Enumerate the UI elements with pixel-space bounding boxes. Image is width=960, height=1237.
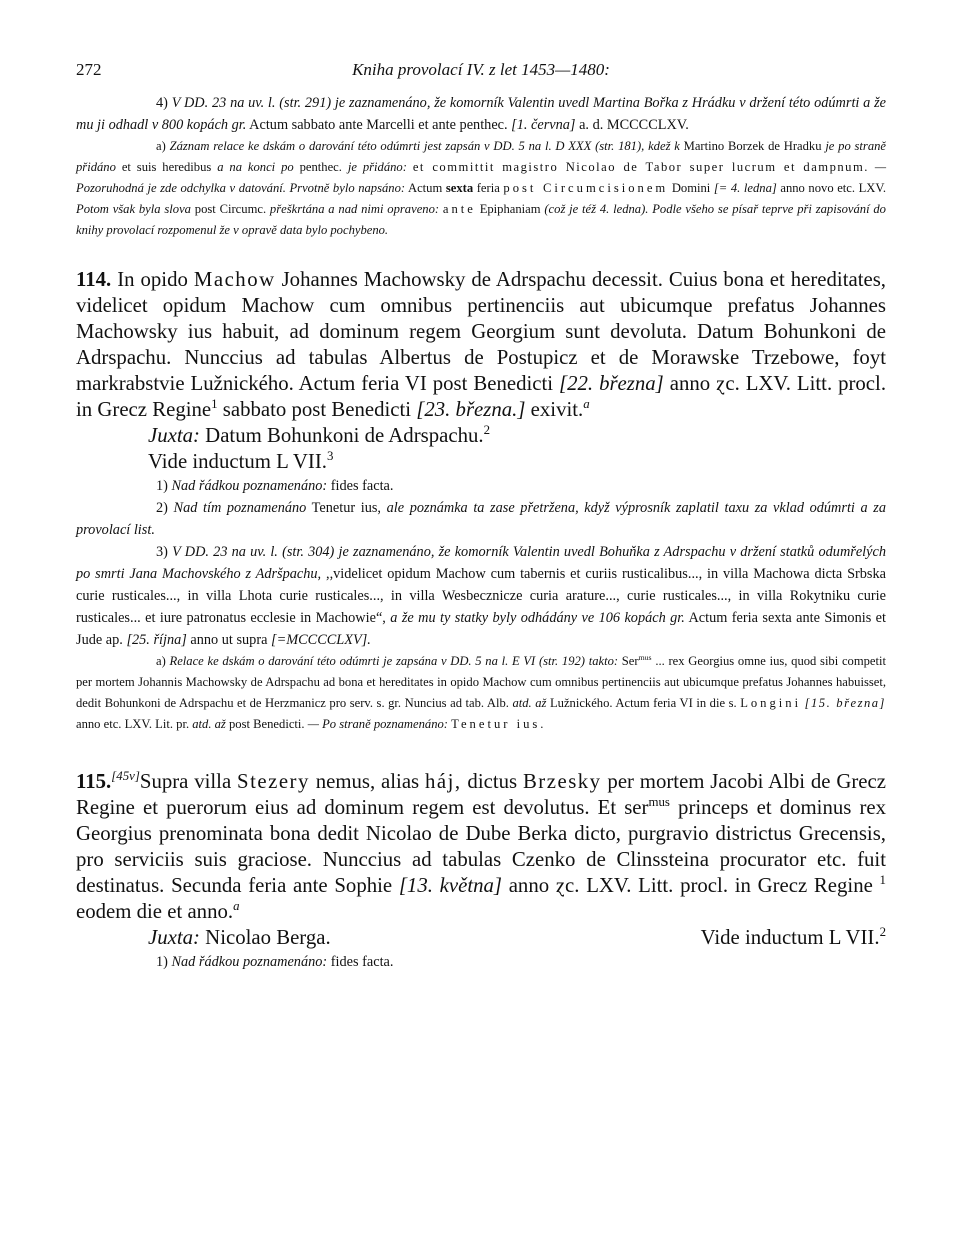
running-title: Kniha provolací IV. z let 1453—1480: <box>352 60 610 79</box>
footnote-114-1: 1) Nad řádkou poznamenáno: fides facta. <box>156 478 394 494</box>
juxta-line: Juxta: Nicolao Berga. <box>148 926 331 949</box>
vide-line: Vide inductum L VII.$^3$ <box>148 449 334 473</box>
footnote-114-a: a) Relace ke dskám o darování této odúmrti je zapsána v DD. 5 na l. E VI (str. 192) takto: Ser$^{mus}$ ... rex Georgius omne ius, quod sibi competit per mortem Johannis Machowsky de Adrspachu ad bona et hereditates in opido Machow cum omnibus pertinenciis aut ubicumque prefatus Johannes habuisset, dedit Bohunkoni de Adrspachu et de Herzmanicz pro serv. s. gr. Nuncius ad tab. Alb. atd. až Lužnického. Actum feria VI in die s. Longini [15. března] anno etc. LXV. Lit. pr. atd. až post Benedicti. — Po straně poznamenáno: Tenetur ius. <box>76 652 887 731</box>
spacer <box>76 735 886 769</box>
page-number: 272 <box>76 60 102 79</box>
page-header <box>76 60 886 90</box>
entry-number: 115. <box>76 770 112 793</box>
footnote-4: 4) V DD. 23 na uv. l. (str. 291) je zaznamenáno, že komorník Valentin uvedl Martina Bořka z Hrádku v držení této odúmrti a že mu ji odhadl v 800 kopách gr. Actum sabbato ante Marcelli et ante penthec. [1. června] a. d. MCCCCLXV. <box>76 95 887 133</box>
entry-114: 114. In opido Machow Johannes Machowsky de Adrspachu decessit. Cuius bona et hereditates, videlicet opidum Machow cum omnibus pertinenciis aut ubicumque prefatus Johannes Machowsky ius habuit, ad dominum regem Georgium sunt devoluta. Datum Bohunkoni de Adrspachu. Nunccius ad tabulas Albertus de Postupicz et de Morawske Trzebowe, foyt markrabstvie Lužnického. Actum feria VI post Benedicti [22. března] anno ɀc. LXV. Litt. procl. in Grecz Regine$^1$ sabbato post Benedicti [23. března.] exivit.$^a$ <box>76 268 887 421</box>
page <box>76 60 886 973</box>
footnote-a: a) Záznam relace ke dskám o darování této odúmrti jest zapsán v DD. 5 na l. D XXX (str. 181), kdež k Martino Borzek de Hradku je po straně přidáno et suis heredibus a na konci po penthec. je přidáno: et committit magistro Nicolao de Tabor super lucrum et dampnum. — Pozoruhodná je zde odchylka v datování. Prvotně bylo napsáno: Actum sexta feria post Circumcisionem Domini [= 4. ledna] anno novo etc. LXV. Potom však byla slova post Circumc. přeškrtána a nad nimi opraveno: ante Epiphaniam (což je též 4. ledna). Podle všeho se písař teprve při zapisování do knihy provolací rozpomenul že v opravě data bylo pochybeno. <box>76 139 887 237</box>
footnote-114-2: 2) Nad tím poznamenáno Tenetur ius, ale poznámka ta zase přetržena, když výprosník zaplatil taxu za vklad odúmrti a za provolací list. <box>76 500 886 538</box>
footnote-115-1: 1) Nad řádkou poznamenáno: fides facta. <box>156 954 394 970</box>
juxta-vide-line <box>76 925 886 951</box>
spacer <box>76 241 886 267</box>
footnote-114-3: 3) V DD. 23 na uv. l. (str. 304) je zaznamenáno, že komorník Valentin uvedl Bohuňka z Adrspachu v držení statků odumřelých po smrti Jana Machovského z Adršpachu, ,,videlicet opidum Machow cum tabernis et curiis rusticalibus..., in villa Machowa dicta Srbska curie rusticales..., in villa Lhota curie rusticales..., in villa Wesbecznicze curia arature..., curie rusticales..., in villa Rokytniku curie rusticales... et iure patronatus ecclesie in Machowie“, a že mu ty statky byly odhádány ve 106 kopách gr. Actum feria sexta ante Simonis et Jude ap. [25. října] anno ut supra [=MCCCCLXV]. <box>76 544 886 648</box>
entry-number: 114. <box>76 268 112 291</box>
vide-line: Vide inductum L VII.$^2$ <box>700 925 886 949</box>
entry-115: 115.[45v]Supra villa Stezery nemus, alias háj, dictus Brzesky per mortem Jacobi Albi de Grecz Regine et puerorum eius ad dominum regem est devolutus. Et ser$^{mus}$ princeps et dominus rex Georgius prenominata bona dedit Nicolao de Dube Berka dicto, purgravio districtus Grecensis, pro serviciis suis graciose. Nunccius ad tabulas Czenko de Clinssteina procurator etc. fuit destinatus. Secunda feria ante Sophie [13. května] anno ɀc. LXV. Litt. procl. in Grecz Regine $^1$ eodem die et anno.$^a$ <box>76 769 886 923</box>
juxta-line: Juxta: Datum Bohunkoni de Adrspachu.$^2$ <box>148 423 491 447</box>
